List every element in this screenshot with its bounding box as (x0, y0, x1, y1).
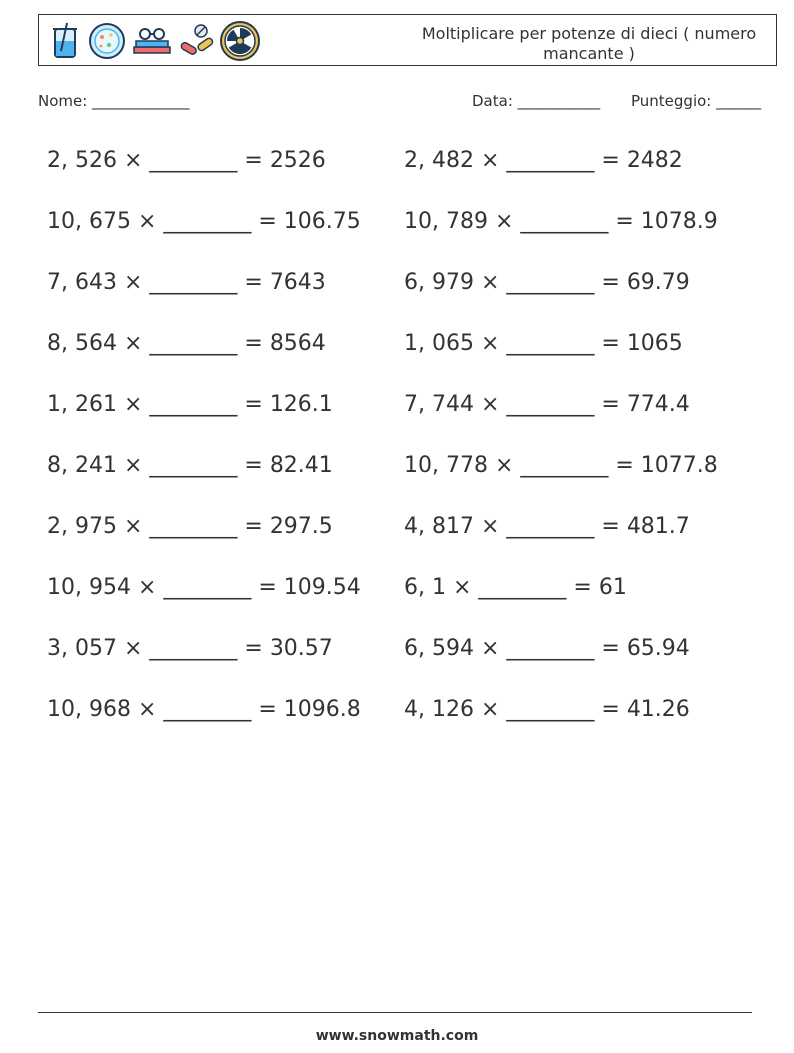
problem-left-2: 10, 675 × ________ = 106.75 (47, 209, 361, 234)
problem-right-7: 4, 817 × ________ = 481.7 (404, 514, 690, 539)
worksheet-header (38, 14, 777, 66)
problem-left-10: 10, 968 × ________ = 1096.8 (47, 697, 361, 722)
problem-left-3: 7, 643 × ________ = 7643 (47, 270, 326, 295)
name-field[interactable]: Nome: _____________ (38, 92, 190, 110)
problem-right-8: 6, 1 × ________ = 61 (404, 575, 627, 600)
problem-left-1: 2, 526 × ________ = 2526 (47, 148, 326, 173)
petri-dish-icon (87, 21, 127, 61)
books-glasses-icon (131, 21, 173, 61)
pills-icon (177, 21, 215, 61)
problem-right-5: 7, 744 × ________ = 774.4 (404, 392, 690, 417)
radiation-icon (219, 20, 261, 62)
problem-left-8: 10, 954 × ________ = 109.54 (47, 575, 361, 600)
worksheet-title: Moltiplicare per potenze di dieci ( numero mancante ) (421, 24, 757, 63)
date-field[interactable]: Data: ___________ (472, 92, 601, 110)
footer-url: www.snowmath.com (315, 1028, 479, 1044)
header-icons (47, 20, 261, 62)
problem-right-1: 2, 482 × ________ = 2482 (404, 148, 683, 173)
footer-divider (38, 1012, 752, 1013)
problem-right-3: 6, 979 × ________ = 69.79 (404, 270, 690, 295)
problem-right-9: 6, 594 × ________ = 65.94 (404, 636, 690, 661)
problem-left-6: 8, 241 × ________ = 82.41 (47, 453, 333, 478)
problem-left-7: 2, 975 × ________ = 297.5 (47, 514, 333, 539)
problem-left-4: 8, 564 × ________ = 8564 (47, 331, 326, 356)
problem-left-9: 3, 057 × ________ = 30.57 (47, 636, 333, 661)
problem-right-4: 1, 065 × ________ = 1065 (404, 331, 683, 356)
beaker-icon (47, 21, 83, 61)
problem-right-2: 10, 789 × ________ = 1078.9 (404, 209, 718, 234)
problem-right-10: 4, 126 × ________ = 41.26 (404, 697, 690, 722)
score-field[interactable]: Punteggio: ______ (631, 92, 762, 110)
problem-right-6: 10, 778 × ________ = 1077.8 (404, 453, 718, 478)
problem-left-5: 1, 261 × ________ = 126.1 (47, 392, 333, 417)
